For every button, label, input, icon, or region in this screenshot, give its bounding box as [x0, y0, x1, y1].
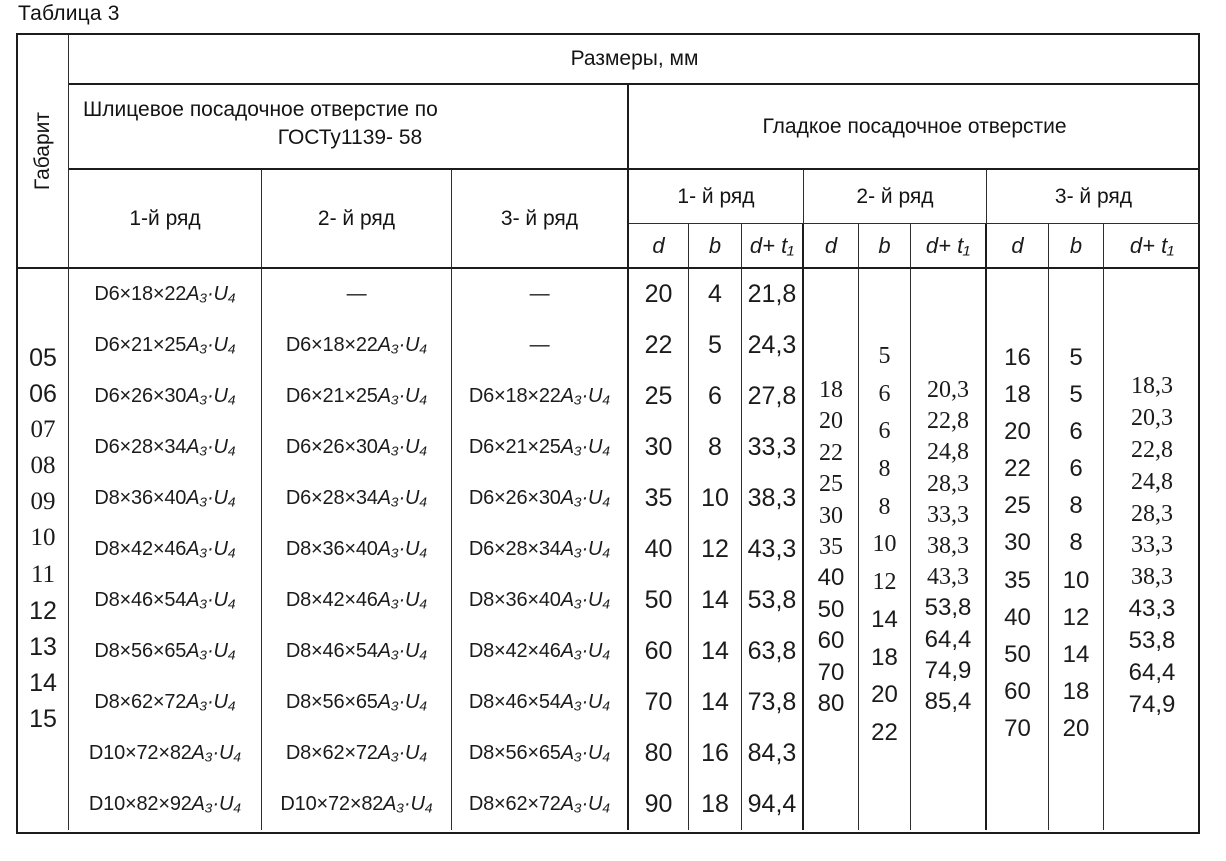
b-value: 10 [872, 531, 897, 558]
dt-value: 43,3 [747, 535, 797, 563]
d-value: 50 [817, 595, 845, 623]
spline-designation: — [529, 334, 550, 356]
gabarit-value: 08 [30, 452, 56, 480]
spline-row2-header [262, 170, 452, 269]
sizes-header-cell [69, 35, 1200, 85]
subheader-b-3 [1049, 224, 1104, 269]
b-value: 18 [1062, 677, 1090, 705]
dt-value: 24,8 [927, 439, 969, 466]
spline-designation: D8×56×65 A₃·U₄ [285, 691, 428, 713]
gabarit-value: 12 [29, 596, 57, 625]
d-value: 30 [1004, 529, 1031, 557]
b-value: 14 [701, 688, 729, 716]
gabarit-values-column [18, 269, 69, 830]
b-value: 5 [708, 331, 722, 359]
d-value: 25 [1004, 492, 1031, 520]
subheader-dt-2 [911, 224, 987, 269]
sizes-header-label: Размеры, мм [570, 47, 699, 70]
b-value: 10 [701, 484, 729, 512]
b-value: 6 [1069, 418, 1083, 446]
d-value: 90 [644, 790, 673, 818]
table-title: Таблица 3 [18, 2, 120, 25]
dt-value: 64,4 [924, 625, 972, 653]
d-value: 20 [1004, 418, 1031, 446]
spline-row1-label: 1-й ряд [129, 206, 201, 230]
spline-designation: D6×26×30 A₃·U₄ [94, 385, 236, 407]
b-value: 4 [708, 280, 722, 308]
gabarit-header-label: Габарит [31, 111, 54, 191]
spline-designation: D8×42×46 A₃·U₄ [285, 589, 428, 611]
dt-value: 63,8 [747, 637, 797, 665]
gabarit-header-cell [18, 35, 69, 269]
d-value: 18 [819, 377, 843, 403]
d-value: 70 [1004, 714, 1031, 742]
d-value: 30 [644, 433, 673, 461]
subheader-dt-3 [1104, 224, 1200, 269]
dt-value: 33,3 [1131, 532, 1173, 559]
spline-col1 [69, 269, 262, 830]
spline-designation: D10×82×92 A₃·U₄ [88, 793, 242, 815]
dt-value: 53,8 [747, 586, 797, 614]
spline-section-header [69, 85, 629, 170]
spline-designation: D6×21×25 A₃·U₄ [94, 334, 236, 356]
subheader-b-1 [689, 224, 742, 269]
dt-value: 24,8 [1131, 468, 1173, 495]
d-value: 22 [819, 439, 843, 466]
d-value: 40 [1004, 603, 1031, 631]
spline-designation: — [529, 283, 550, 305]
dt-value: 74,9 [924, 656, 972, 684]
smooth-row2-label: 2- й ряд [856, 184, 934, 208]
d-value: 70 [817, 658, 845, 686]
dt-value: 24,3 [747, 331, 797, 359]
d-value: 50 [1004, 640, 1031, 668]
smooth3-d-column [987, 269, 1049, 830]
smooth-row3-label: 3- й ряд [1054, 184, 1133, 208]
d-value: 20 [644, 280, 673, 308]
b-value: 20 [871, 681, 898, 709]
d-value: 50 [644, 586, 673, 614]
dt-label: d+ t₁ [749, 232, 795, 258]
spline-designation: D8×62×72 A₃·U₄ [468, 793, 611, 815]
spline-designation: D6×21×25 A₃·U₄ [468, 436, 611, 458]
smooth2-b-column [859, 269, 911, 830]
smooth-header-label: Гладкое посадочное отверстие [762, 114, 1067, 138]
gabarit-value: 07 [30, 416, 56, 444]
b-value: 8 [878, 493, 891, 520]
gabarit-value: 10 [30, 524, 56, 552]
b-value: 8 [708, 433, 722, 461]
b-value: 14 [701, 637, 729, 665]
spline-designation: — [346, 283, 367, 305]
d-value: 22 [1004, 455, 1031, 483]
spline-designation: D8×36×40 A₃·U₄ [94, 487, 236, 509]
d-value: 70 [644, 688, 673, 716]
spline-designation: D10×72×82 A₃·U₄ [88, 742, 242, 764]
smooth1-dt-column [742, 269, 804, 830]
smooth-row1-header [629, 170, 804, 224]
spline-designation: D8×46×54 A₃·U₄ [468, 691, 611, 713]
dt-value: 20,3 [927, 377, 969, 403]
subheader-dt-1 [742, 224, 804, 269]
spline-designation: D8×62×72 A₃·U₄ [285, 742, 428, 764]
spline-designation: D10×72×82 A₃·U₄ [280, 793, 433, 815]
d-value: 25 [819, 471, 843, 498]
spline-row3-label: 3- й ряд [500, 206, 579, 230]
b-label: b [708, 232, 722, 258]
b-label: b [1069, 232, 1083, 258]
b-value: 6 [708, 382, 722, 410]
dt-label: d+ t₁ [925, 232, 971, 258]
dt-value: 74,9 [1128, 690, 1176, 718]
b-value: 18 [871, 643, 898, 671]
d-value: 25 [644, 382, 673, 410]
spline-row1-header [69, 170, 262, 269]
spline-designation: D8×36×40 A₃·U₄ [285, 538, 428, 560]
spline-designation: D8×42×46 A₃·U₄ [94, 538, 236, 560]
dt-value: 20,3 [1131, 404, 1173, 431]
spline-designation: D6×18×22 A₃·U₄ [468, 385, 611, 407]
dt-value: 43,3 [927, 564, 969, 591]
dt-value: 53,8 [924, 594, 972, 622]
dt-value: 38,3 [1131, 564, 1173, 591]
smooth3-dt-column [1104, 269, 1200, 830]
spline-designation: D8×56×65 A₃·U₄ [468, 742, 611, 764]
dimensions-table [16, 33, 1200, 834]
gabarit-value: 09 [30, 488, 56, 516]
d-value: 80 [817, 689, 845, 717]
spline-designation: D8×42×46 A₃·U₄ [468, 640, 611, 662]
d-label: d [1011, 232, 1024, 258]
b-value: 6 [878, 418, 891, 445]
spline-designation: D6×28×34 A₃·U₄ [94, 436, 236, 458]
b-value: 12 [872, 569, 897, 596]
spline-designation: D6×26×30 A₃·U₄ [468, 487, 611, 509]
spline-col3 [452, 269, 629, 830]
smooth1-b-column [689, 269, 742, 830]
d-value: 20 [819, 408, 843, 435]
b-value: 12 [1062, 603, 1090, 631]
b-value: 5 [878, 343, 891, 369]
smooth2-d-column [804, 269, 859, 830]
dt-value: 22,8 [1131, 436, 1173, 463]
smooth3-b-column [1049, 269, 1104, 830]
spline-designation: D6×18×22 A₃·U₄ [285, 334, 428, 356]
spline-header-line1: Шлицевое посадочное отверстие по [83, 97, 438, 121]
d-value: 35 [819, 533, 843, 560]
d-value: 35 [644, 484, 673, 512]
subheader-d-3 [987, 224, 1049, 269]
gabarit-value: 06 [29, 380, 57, 409]
gabarit-value: 05 [29, 344, 57, 372]
d-value: 40 [817, 564, 845, 592]
smooth-section-header [629, 85, 1200, 170]
dt-value: 43,3 [1128, 595, 1176, 623]
d-value: 60 [817, 627, 845, 655]
gabarit-value: 15 [29, 704, 57, 733]
d-label: d [824, 232, 838, 258]
spline-designation: D6×28×34 A₃·U₄ [285, 487, 428, 509]
dt-label: d+ t₁ [1129, 232, 1175, 258]
dt-value: 21,8 [747, 280, 797, 308]
b-value: 6 [1069, 455, 1083, 483]
b-value: 6 [878, 380, 891, 407]
b-value: 16 [701, 739, 729, 767]
spline-col2 [262, 269, 452, 830]
dt-value: 27,8 [747, 382, 797, 410]
d-value: 80 [644, 739, 673, 767]
d-label: d [652, 232, 665, 258]
d-value: 18 [1004, 381, 1031, 409]
gabarit-value: 14 [29, 668, 57, 697]
b-value: 10 [1062, 566, 1090, 594]
b-value: 18 [701, 790, 729, 818]
d-value: 40 [644, 535, 673, 563]
spline-row2-label: 2- й ряд [317, 206, 396, 230]
dt-value: 33,3 [747, 433, 797, 461]
dt-value: 73,8 [747, 688, 797, 716]
dt-value: 38,3 [927, 532, 969, 559]
b-value: 14 [701, 586, 729, 614]
spline-designation: D8×62×72 A₃·U₄ [94, 691, 236, 713]
spline-designation: D6×21×25 A₃·U₄ [285, 385, 428, 407]
subheader-d-2 [804, 224, 859, 269]
dt-value: 22,8 [927, 408, 969, 435]
b-value: 14 [1062, 640, 1090, 668]
subheader-b-2 [859, 224, 911, 269]
dt-value: 53,8 [1128, 627, 1176, 655]
spline-designation: D8×56×65 A₃·U₄ [94, 640, 236, 662]
b-value: 8 [1069, 492, 1083, 520]
smooth-row2-header [804, 170, 987, 224]
d-value: 60 [1004, 677, 1031, 705]
smooth2-dt-column [911, 269, 987, 830]
d-value: 35 [1004, 566, 1031, 594]
b-value: 8 [878, 456, 891, 483]
d-value: 60 [644, 637, 673, 665]
dt-value: 64,4 [1128, 659, 1176, 687]
gabarit-value: 11 [30, 560, 56, 588]
spline-header-line2: ГОСТу1139- 58 [277, 125, 423, 149]
spline-row3-header [452, 170, 629, 269]
d-value: 22 [644, 331, 673, 359]
d-value: 16 [1004, 344, 1031, 371]
spline-designation: D8×36×40 A₃·U₄ [468, 589, 611, 611]
b-value: 5 [1069, 381, 1083, 409]
subheader-d-1 [629, 224, 689, 269]
dt-value: 85,4 [924, 687, 972, 715]
b-value: 14 [871, 605, 898, 633]
dt-value: 33,3 [927, 501, 969, 528]
dt-value: 38,3 [747, 484, 797, 512]
b-value: 22 [871, 718, 898, 746]
spline-designation: D6×28×34 A₃·U₄ [468, 538, 611, 560]
smooth1-d-column [629, 269, 689, 830]
b-value: 20 [1062, 714, 1090, 742]
dt-value: 84,3 [747, 739, 797, 767]
dt-value: 28,3 [1131, 500, 1173, 527]
spline-designation: D8×46×54 A₃·U₄ [285, 640, 428, 662]
dt-value: 18,3 [1131, 373, 1173, 399]
b-value: 12 [701, 535, 729, 563]
spline-designation: D6×26×30 A₃·U₄ [285, 436, 428, 458]
d-value: 30 [819, 502, 843, 529]
spline-designation: D6×18×22 A₃·U₄ [94, 283, 236, 305]
dt-value: 94,4 [747, 790, 797, 818]
gabarit-value: 13 [29, 632, 57, 661]
b-value: 8 [1069, 529, 1083, 557]
spline-designation: D8×46×54 A₃·U₄ [94, 589, 236, 611]
b-label: b [878, 232, 891, 258]
dt-value: 28,3 [927, 470, 969, 497]
smooth-row3-header [987, 170, 1200, 224]
smooth-row1-label: 1- й ряд [677, 184, 755, 208]
b-value: 5 [1069, 344, 1083, 371]
